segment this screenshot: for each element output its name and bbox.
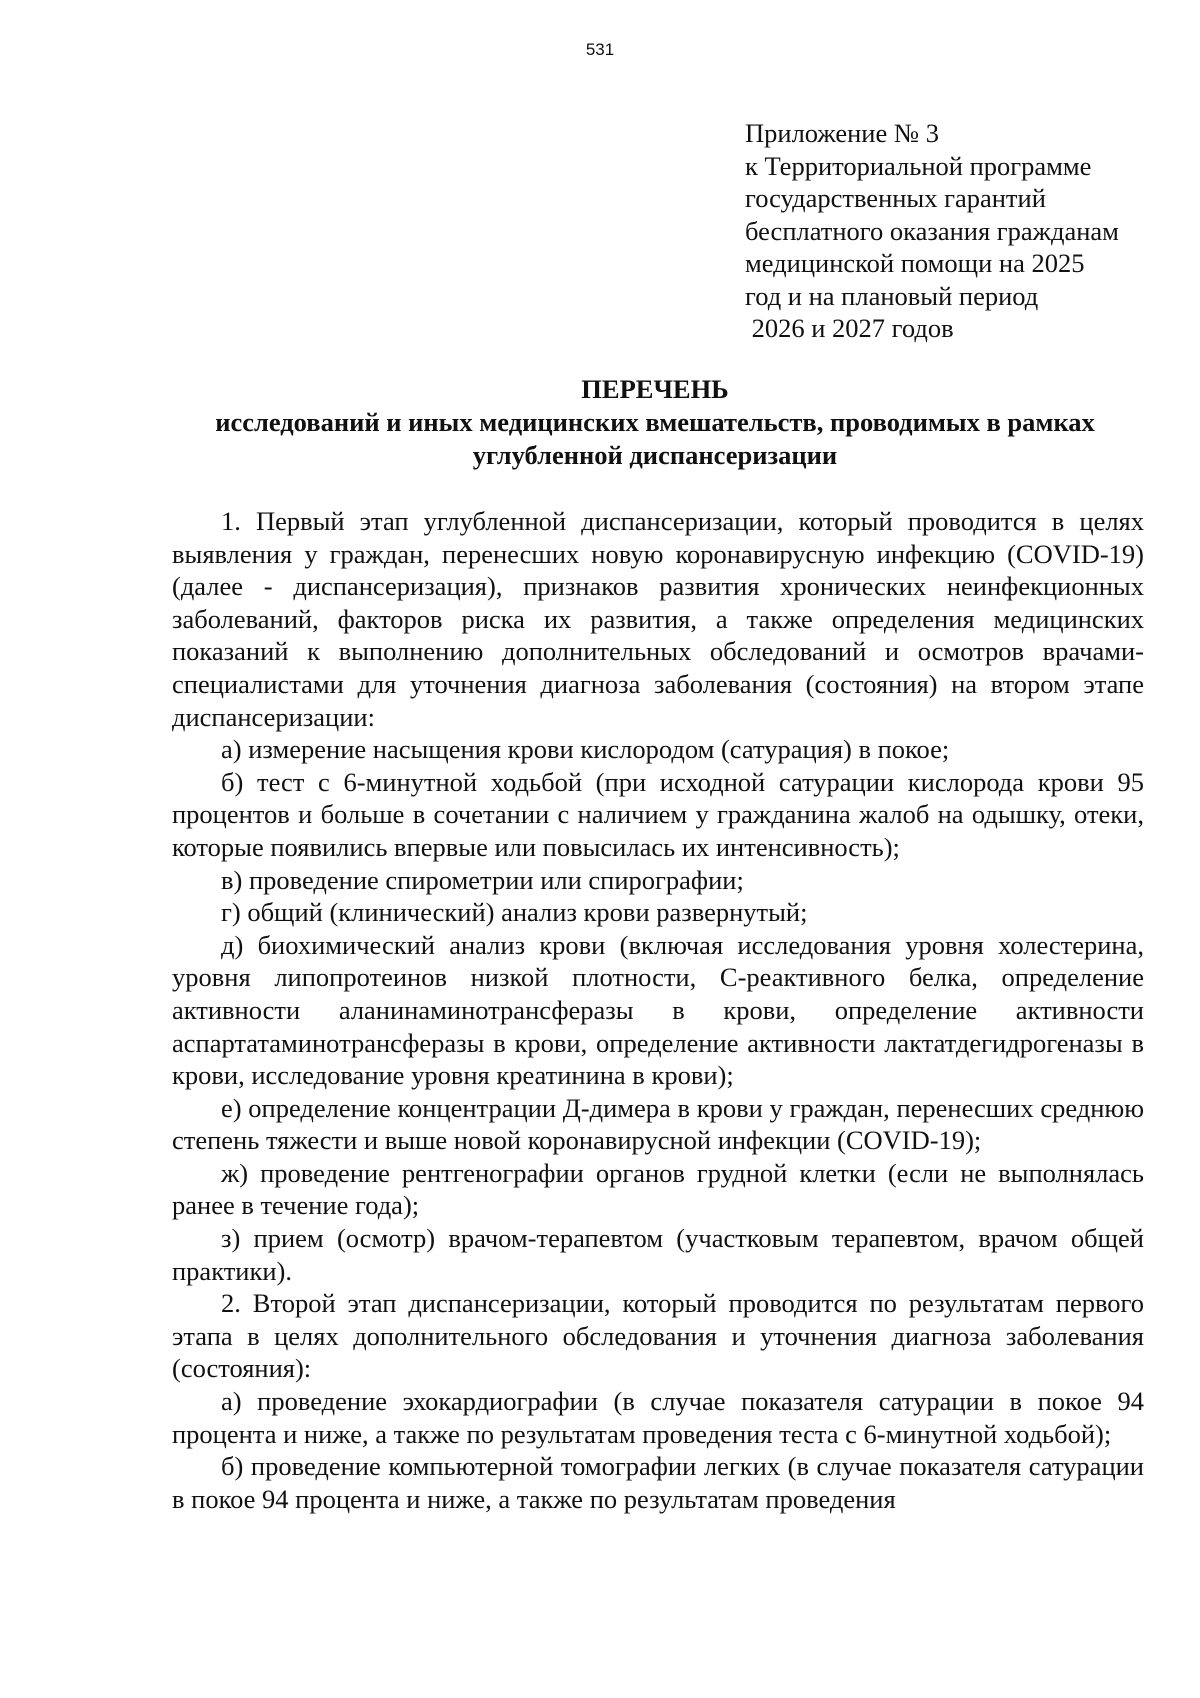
paragraph-item: а) проведение эхокардиографии (в случае показателя сатурации в покое 94 процента и ниже, а также по результатам проведения теста с 6-минутной ходьбой); (172, 1386, 1144, 1449)
paragraph-item: б) тест с 6-минутной ходьбой (при исходной сатурации кислорода крови 95 процентов и больше в сочетании с наличием у гражданина жалоб на одышку, отеки, которые появились впервые или повысилась их интенсивность); (172, 766, 1144, 862)
paragraph-stage-1-intro: 1. Первый этап углубленной диспансеризации, который проводится в целях выявления у граждан, перенесших новую коронавирусную инфекцию (COVID-19) (далее - диспансеризация), признаков развития хронических неинфекционных заболеваний, факторов риска их развития, а также определения медицинских показаний к выполнению дополнительных обследований и осмотров врачами-специалистами для уточнения диагноза заболевания (состояния) на втором этапе диспансеризации: (172, 506, 1144, 732)
paragraph-item: а) измерение насыщения крови кислородом (сатурация) в покое; (221, 734, 950, 765)
annex-line: Приложение № 3 (745, 118, 940, 148)
annex-line: год и на плановый период (745, 280, 1039, 311)
title-subtitle-line: исследований и иных медицинских вмешательств, проводимых в рамках (215, 407, 1095, 437)
paragraph-item: б) проведение компьютерной томографии легких (в случае показателя сатурации в покое 94 процента и ниже, а также по результатам проведения (172, 1451, 1144, 1514)
page-number: 531 (585, 40, 615, 59)
annex-line: бесплатного оказания гражданам (745, 215, 1119, 246)
document-body (172, 505, 1144, 1515)
paragraph-stage-2-intro: 2. Второй этап диспансеризации, который проводится по результатам первого этапа в целях дополнительного обследования и уточнения диагноза заболевания (состояния): (172, 1288, 1144, 1384)
document-title (168, 373, 1142, 472)
title-subtitle-line: углубленной диспансеризации (472, 440, 838, 470)
annex-line: к Территориальной программе (745, 150, 1092, 181)
paragraph-item: ж) проведение рентгенографии органов грудной клетки (если не выполнялась ранее в течение года); (172, 1157, 1144, 1221)
paragraph-item: з) прием (осмотр) врачом-терапевтом (участковым терапевтом, врачом общей практики). (172, 1223, 1144, 1286)
paragraph-item: в) проведение спирометрии или спирографии; (221, 864, 744, 895)
paragraph-item: г) общий (клинический) анализ крови развернутый; (221, 897, 808, 928)
annex-line: государственных гарантий (745, 183, 1046, 213)
title-heading: ПЕРЕЧЕНЬ (581, 374, 729, 404)
paragraph-item: д) биохимический анализ крови (включая исследования уровня холестерина, уровня липопротеинов низкой плотности, С-реактивного белка, определение активности аланинаминотрансферазы в крови, определение активности аспартатаминотрансферазы в крови, определение активности лактатдегидрогеназы в крови, исследование уровня креатинина в крови); (172, 929, 1144, 1091)
annex-line: медицинской помощи на 2025 (745, 248, 1085, 278)
annex-line: 2026 и 2027 годов (745, 313, 954, 343)
annex-block (745, 117, 1165, 345)
paragraph-item: е) определение концентрации Д-димера в крови у граждан, перенесших среднюю степень тяжести и выше новой коронавирусной инфекции (COVID-19); (172, 1092, 1144, 1156)
